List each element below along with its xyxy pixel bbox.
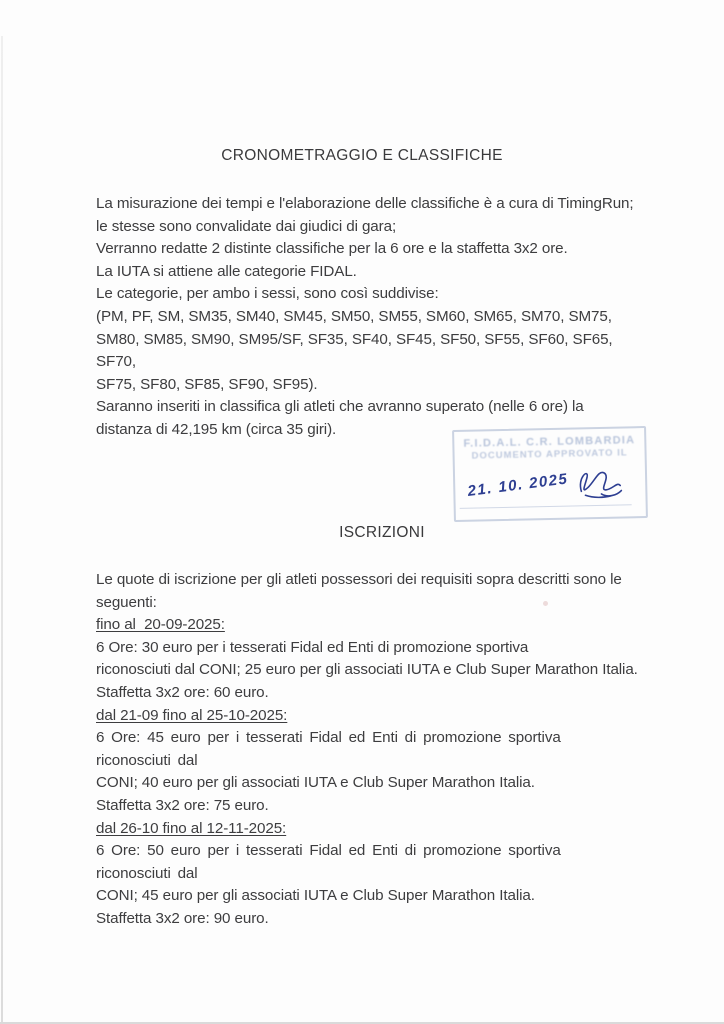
stamp-rule-line (460, 504, 632, 509)
text-line: seguenti: (96, 593, 157, 611)
section-title-iscrizioni: ISCRIZIONI (339, 524, 425, 541)
stamp-organization-text: F.I.D.A.L. C.R. LOMBARDIA (463, 434, 636, 450)
text-line: Verranno redatte 2 distinte classifiche per la 6 ore e la staffetta 3x2 ore. (96, 240, 568, 258)
section-title-cronometraggio: CRONOMETRAGGIO E CLASSIFICHE (221, 147, 503, 164)
text-line: SM80, SM85, SM90, SM95/SF, SF35, SF40, SF45, SF50, SF55, SF60, SF65, SF70, (96, 330, 617, 371)
text-line: CONI; 45 euro per gli associati IUTA e Club Super Marathon Italia. (96, 887, 535, 905)
text-line: Le categorie, per ambo i sessi, sono così suddivise: (96, 285, 439, 303)
paragraph-iscrizioni (96, 569, 642, 931)
scan-edge-left (1, 36, 3, 1024)
text-line: riconosciuti dal CONI; 25 euro per gli associati IUTA e Club Super Marathon Italia. (96, 661, 638, 679)
text-line: 6 Ore: 50 euro per i tesserati Fidal ed Enti di promozione sportiva riconosciuti dal (96, 842, 568, 882)
text-line: 6 Ore: 45 euro per i tesserati Fidal ed Enti di promozione sportiva riconosciuti dal (96, 729, 568, 769)
approval-stamp (452, 426, 648, 522)
text-line: Staffetta 3x2 ore: 60 euro. (96, 683, 269, 701)
tier-period-heading: dal 26-10 fino al 12-11-2025: (96, 819, 287, 837)
text-line: 6 Ore: 30 euro per i tesserati Fidal ed Enti di promozione sportiva (96, 638, 529, 656)
text-line: (PM, PF, SM, SM35, SM40, SM45, SM50, SM55, SM60, SM65, SM70, SM75, (96, 307, 612, 325)
text-line: Le quote di iscrizione per gli atleti possessori dei requisiti sopra descritti sono le (96, 571, 622, 588)
text-line: La misurazione dei tempi e l'elaborazione delle classifiche è a cura di TimingRun; (96, 195, 634, 212)
text-line: le stesse sono convalidate dai giudici di gara; (96, 217, 397, 235)
text-line: SF75, SF80, SF85, SF90, SF95). (96, 375, 318, 393)
tier-period-heading: dal 21-09 fino al 25-10-2025: (96, 706, 288, 724)
text-line: La IUTA si attiene alle categorie FIDAL. (96, 262, 357, 280)
text-line: Saranno inseriti in classifica gli atleti che avranno superato (nelle 6 ore) la (96, 398, 584, 416)
handwritten-date: 21. 10. 2025 (466, 470, 570, 500)
text-line: Staffetta 3x2 ore: 75 euro. (96, 796, 269, 814)
paragraph-cronometraggio (96, 193, 642, 442)
text-line: CONI; 40 euro per gli associati IUTA e Club Super Marathon Italia. (96, 774, 535, 792)
text-line: Staffetta 3x2 ore: 90 euro. (96, 909, 269, 927)
stamp-approval-text: DOCUMENTO APPROVATO IL (471, 447, 628, 462)
text-line: distanza di 42,195 km (circa 35 giri). (96, 420, 337, 438)
tier-period-heading: fino al 20-09-2025: (96, 616, 225, 634)
signature-icon (573, 464, 626, 503)
